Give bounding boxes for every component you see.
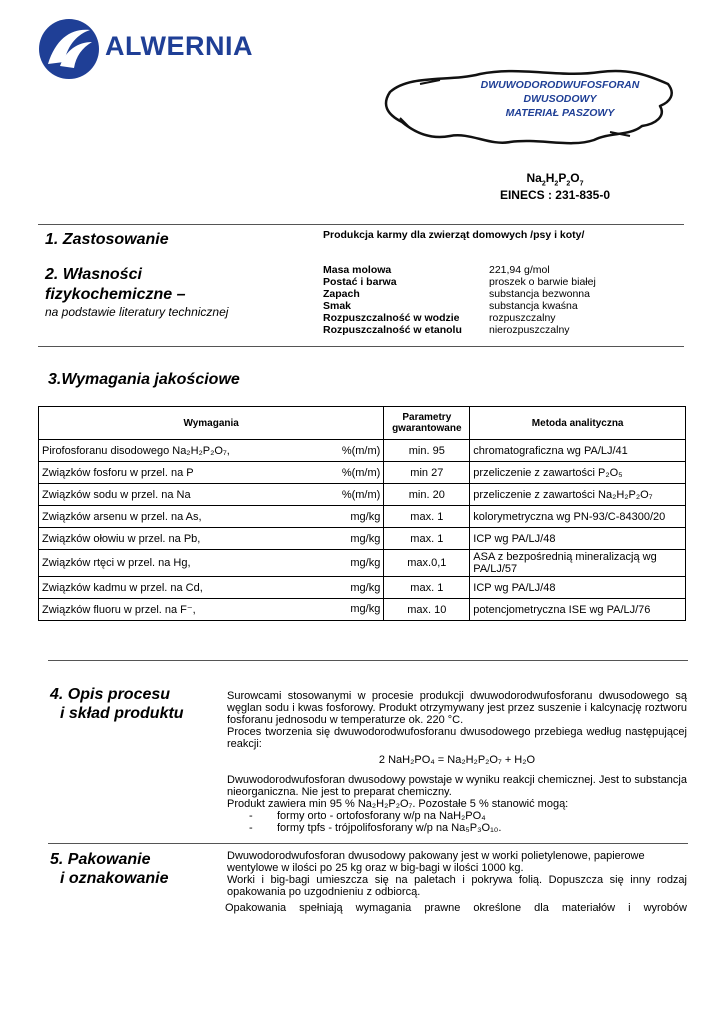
- requirement-unit: %(m/m): [341, 444, 381, 457]
- requirement-unit: mg/kg: [350, 581, 381, 594]
- property-value: substancja bezwonna: [489, 288, 590, 300]
- guaranteed-value: max.0,1: [384, 550, 470, 577]
- requirement-cell: [39, 599, 384, 621]
- bullet-dash-icon: -: [249, 810, 253, 822]
- section-1-text: Produkcja karmy dla zwierząt domowych /psy i koty/: [323, 229, 585, 241]
- guaranteed-value: max. 1: [384, 506, 470, 528]
- requirement-name: Związków ołowiu w przel. na Pb,: [42, 532, 201, 545]
- section-5-heading-line: i oznakowanie: [60, 870, 169, 887]
- guaranteed-value: min 27: [384, 462, 470, 484]
- guaranteed-value: max. 1: [384, 577, 470, 599]
- chemical-formula-block: [480, 170, 630, 204]
- divider: [38, 224, 684, 225]
- guaranteed-value: min. 95: [384, 440, 470, 462]
- requirement-name: Związków fosforu w przel. na P: [42, 466, 194, 479]
- section-2-subheading: na podstawie literatury technicznej: [45, 305, 229, 319]
- column-header: Wymagania: [39, 407, 384, 440]
- table-row: [39, 484, 686, 506]
- table-row: [39, 528, 686, 550]
- requirement-unit: mg/kg: [350, 603, 381, 615]
- requirement-cell: [39, 440, 384, 462]
- requirement-name: Związków sodu w przel. na Na: [42, 488, 191, 501]
- property-key: Masa molowa: [323, 264, 392, 276]
- table-row: [39, 506, 686, 528]
- analysis-method: chromatograficzna wg PA/LJ/41: [470, 440, 686, 462]
- divider: [48, 843, 688, 844]
- table-row: [39, 550, 686, 577]
- table-row: [39, 577, 686, 599]
- section-2-heading-line: fizykochemiczne –: [45, 286, 186, 303]
- list-item-text: formy orto - ortofosforany w/p na NaH₂PO₄: [277, 810, 486, 822]
- company-logo-icon: [38, 18, 100, 80]
- table-row: [39, 599, 686, 621]
- requirement-unit: %(m/m): [341, 488, 381, 501]
- property-key: Zapach: [323, 288, 360, 300]
- paragraph: Produkt zawiera min 95 % Na₂H₂P₂O₇. Pozostałe 5 % stanowić mogą:: [227, 798, 569, 810]
- requirement-name: Związków fluoru w przel. na F⁻,: [42, 604, 196, 616]
- section-5-heading-line: 5. Pakowanie: [50, 851, 151, 868]
- requirement-unit: mg/kg: [350, 510, 381, 523]
- bullet-dash-icon: -: [249, 822, 253, 834]
- section-3-heading: 3.Wymagania jakościowe: [48, 371, 240, 388]
- requirement-cell: [39, 577, 384, 599]
- property-row: [323, 264, 596, 276]
- property-value: nierozpuszczalny: [489, 324, 570, 336]
- property-value: 221,94 g/mol: [489, 264, 550, 276]
- brand-name: ALWERNIA: [105, 31, 253, 61]
- analysis-method: ASA z bezpośrednią mineralizacją wg PA/LJ/57: [470, 550, 686, 577]
- paragraph: Dwuwodorodwufosforan dwusodowy powstaje w wyniku reakcji chemicznej. Jest to substancja nieorganiczna. Nie jest to preparat chemiczny.: [227, 774, 687, 798]
- analysis-method: potencjometryczna ISE wg PA/LJ/76: [470, 599, 686, 621]
- table-row: [39, 440, 686, 462]
- property-value: proszek o barwie białej: [489, 276, 596, 288]
- requirements-table: [38, 406, 686, 621]
- paragraph: Opakowania spełniają wymagania prawne określone dla materiałów i wyrobów: [225, 902, 687, 914]
- property-row: [323, 300, 596, 312]
- properties-list: [323, 264, 596, 336]
- paragraph: Worki i big-bagi umieszcza się na paletach i pokrywa folią. Dopuszcza się inny rodzaj opakowania po uzgodnieniu z odbiorcą.: [227, 874, 687, 898]
- section-5-heading: [50, 850, 168, 888]
- property-row: [323, 288, 596, 300]
- table-header-row: [39, 407, 686, 440]
- requirement-name: Związków arsenu w przel. na As,: [42, 510, 202, 523]
- requirement-cell: [39, 484, 384, 506]
- einecs-number: EINECS : 231-835-0: [499, 188, 611, 202]
- guaranteed-value: max. 1: [384, 528, 470, 550]
- requirement-name: Pirofosforanu disodowego Na₂H₂P₂O₇,: [42, 444, 230, 457]
- guaranteed-value: min. 20: [384, 484, 470, 506]
- section-4-heading-line: i skład produktu: [60, 705, 184, 722]
- product-title-line: MATERIAŁ PASZOWY: [505, 107, 615, 119]
- property-row: [323, 312, 596, 324]
- chemical-formula: $Na_2H_2P_2O_7$: [526, 171, 584, 188]
- product-title-line: DWUSODOWY: [523, 93, 597, 105]
- requirement-unit: mg/kg: [350, 557, 381, 569]
- paragraph: Surowcami stosowanymi w procesie produkcji dwuwodorodwufosforanu dwusodowego są węglan sodu i kwas fosforowy. Produkt otrzymywany jest przez suszenie i kalcynację roztworu fosforanu jednosodu w temperaturze ok. 220 °C.: [227, 690, 687, 726]
- property-key: Rozpuszczalność w etanolu: [323, 324, 462, 336]
- section-4-body: [227, 690, 687, 834]
- section-2-heading-line: 2. Własności: [45, 266, 142, 283]
- column-header: Parametry gwarantowane: [384, 407, 470, 440]
- property-value: substancja kwaśna: [489, 300, 578, 312]
- guaranteed-value: max. 10: [384, 599, 470, 621]
- analysis-method: przeliczenie z zawartości P₂O₅: [470, 462, 686, 484]
- table-row: [39, 462, 686, 484]
- property-value: rozpuszczalny: [489, 312, 556, 324]
- analysis-method: kolorymetryczna wg PN-93/C-84300/20: [470, 506, 686, 528]
- section-1-heading: 1. Zastosowanie: [45, 231, 169, 248]
- analysis-method: przeliczenie z zawartości Na₂H₂P₂O₇: [470, 484, 686, 506]
- product-title: [450, 78, 670, 120]
- requirement-name: Związków rtęci w przel. na Hg,: [42, 557, 191, 569]
- product-title-line: DWUWODORODWUFOSFORAN: [480, 79, 640, 91]
- divider: [48, 660, 688, 661]
- reaction-equation: 2 NaH₂PO₄ = Na₂H₂P₂O₇ + H₂O: [378, 754, 536, 766]
- list-item-text: formy tpfs - trójpolifosforany w/p na Na₅P₃O₁₀.: [277, 822, 502, 834]
- list-item: [227, 810, 687, 822]
- property-row: [323, 276, 596, 288]
- analysis-method: ICP wg PA/LJ/48: [470, 528, 686, 550]
- requirement-unit: mg/kg: [350, 532, 381, 545]
- section-4-heading: [50, 685, 184, 723]
- section-5-body: [227, 850, 687, 898]
- property-row: [323, 324, 596, 336]
- list-item: [227, 822, 687, 834]
- paragraph: Dwuwodorodwufosforan dwusodowy pakowany jest w worki polietylenowe, papierowe wentylowe w ilości po 25 kg oraz w big-bagi w ilości 1000 kg.: [227, 850, 645, 874]
- section-2-heading: [45, 265, 228, 319]
- section-4-heading-line: 4. Opis procesu: [50, 686, 171, 703]
- paragraph: Proces tworzenia się dwuwodorodwufosforanu dwusodowego przebiega według następującej reakcji:: [227, 726, 687, 750]
- requirement-name: Związków kadmu w przel. na Cd,: [42, 581, 203, 594]
- analysis-method: ICP wg PA/LJ/48: [470, 577, 686, 599]
- divider: [38, 346, 684, 347]
- property-key: Smak: [323, 300, 352, 312]
- requirement-cell: [39, 550, 384, 577]
- requirement-cell: [39, 462, 384, 484]
- requirement-unit: %(m/m): [341, 466, 381, 479]
- requirement-cell: [39, 506, 384, 528]
- property-key: Postać i barwa: [323, 276, 397, 288]
- requirement-cell: [39, 528, 384, 550]
- property-key: Rozpuszczalność w wodzie: [323, 312, 460, 324]
- column-header: Metoda analityczna: [470, 407, 686, 440]
